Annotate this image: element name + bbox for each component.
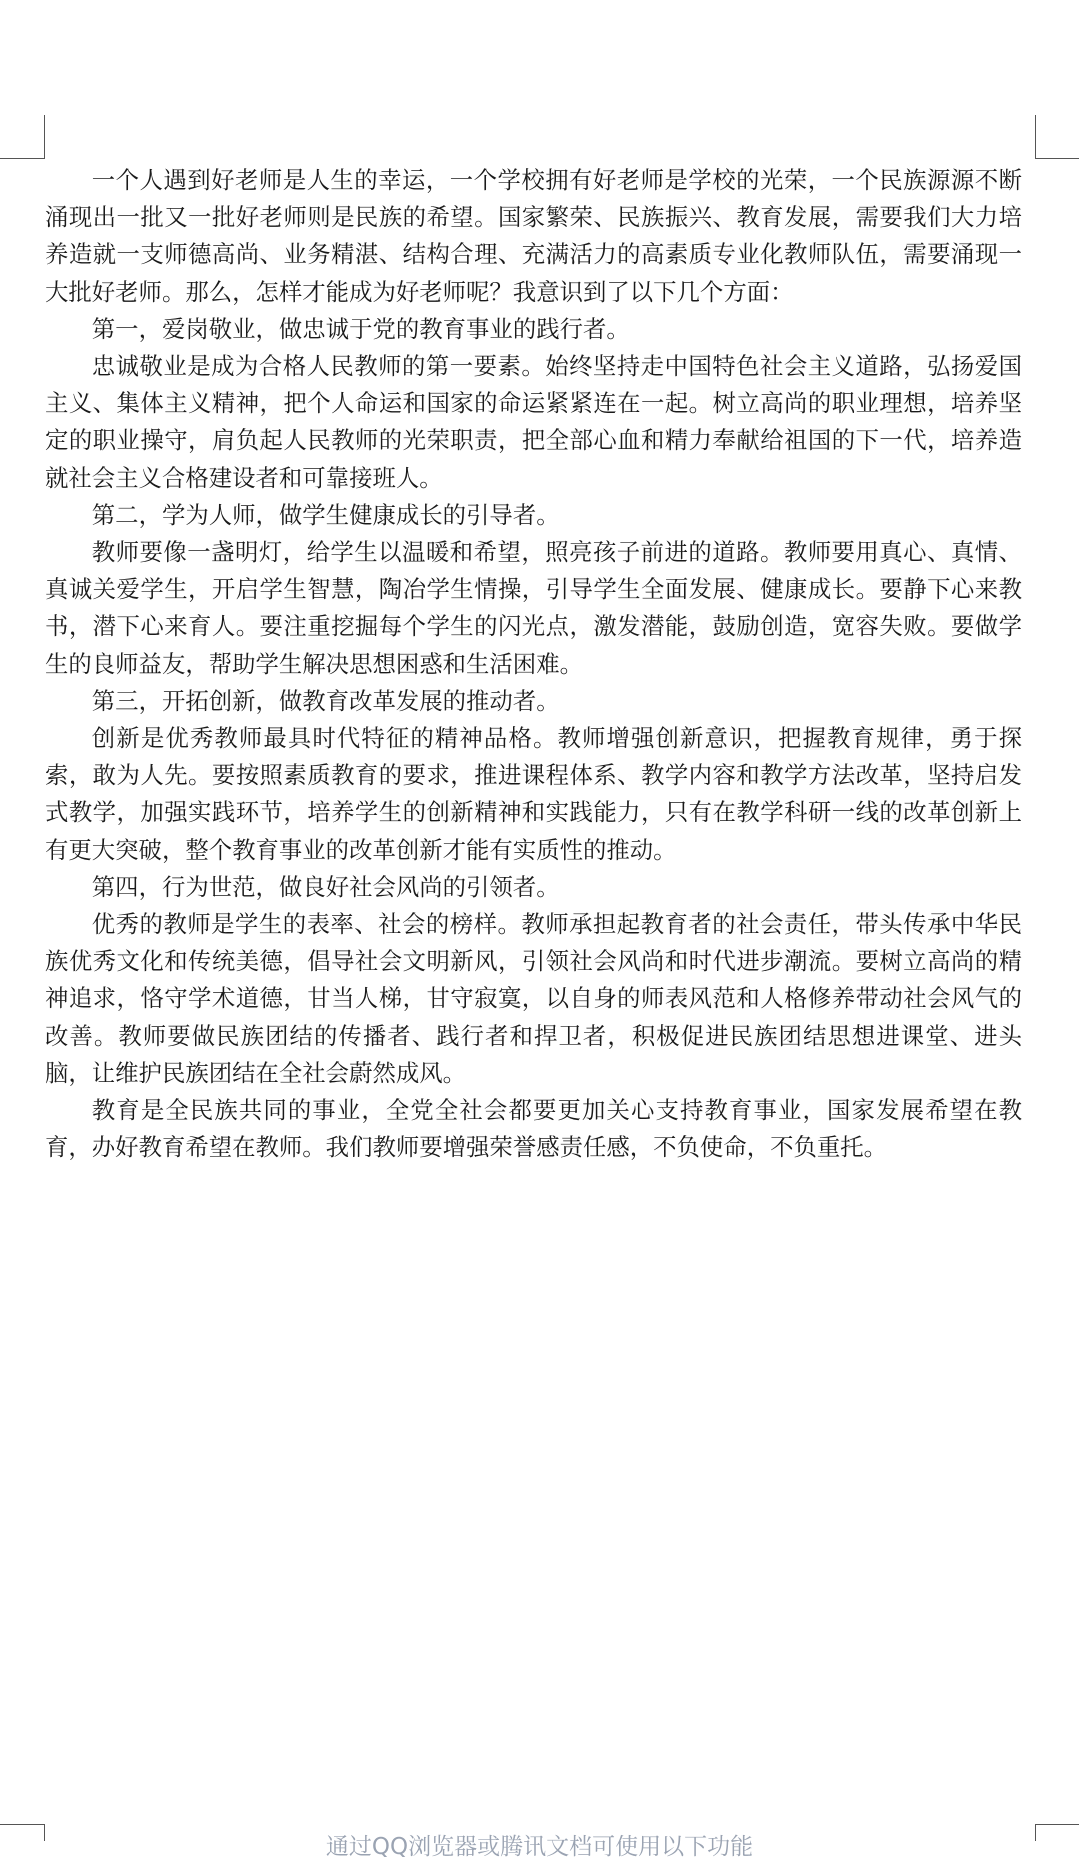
- paragraph-point-4: 优秀的教师是学生的表率、社会的榜样。教师承担起教育者的社会责任，带头传承中华民族优秀文化和传统美德，倡导社会文明新风，引领社会风尚和时代进步潮流。要树立高尚的精神追求，恪守学术道德，甘当人梯，甘守寂寞，以自身的师表风范和人格修养带动社会风气的改善。教师要做民族团结的传播者、践行者和捍卫者，积极促进民族团结思想进课堂、进头脑，让维护民族团结在全社会蔚然成风。: [45, 910, 1022, 1087]
- heading-point-1: 第一，爱岗敬业，做忠诚于党的教育事业的践行者。: [91, 314, 630, 343]
- paragraph-point-2: 教师要像一盏明灯，给学生以温暖和希望，照亮孩子前进的道路。教师要用真心、真情、真诚关爱学生，开启学生智慧，陶冶学生情操，引导学生全面发展、健康成长。要静下心来教书，潜下心来育人。要注重挖掘每个学生的闪光点，激发潜能，鼓励创造，宽容失败。要做学生的良师益友，帮助学生解决思想困惑和生活困难。: [45, 538, 1022, 678]
- crop-mark-top-right: [1035, 115, 1079, 159]
- document-body: [45, 162, 1022, 1166]
- heading-point-4: 第四，行为世范，做良好社会风尚的引领者。: [91, 872, 560, 901]
- heading-point-3: 第三，开拓创新，做教育改革发展的推动者。: [91, 686, 560, 715]
- crop-mark-top-left: [0, 115, 45, 159]
- feature-hint-banner[interactable]: 通过QQ浏览器或腾讯文档可使用以下功能: [325, 1834, 754, 1860]
- paragraph-intro: 一个人遇到好老师是人生的幸运，一个学校拥有好老师是学校的光荣，一个民族源源不断涌现出一批又一批好老师则是民族的希望。国家繁荣、民族振兴、教育发展，需要我们大力培养造就一支师德高尚、业务精湛、结构合理、充满活力的高素质专业化教师队伍，需要涌现一大批好老师。那么，怎样才能成为好老师呢？我意识到了以下几个方面：: [45, 166, 1022, 306]
- paragraph-point-3: 创新是优秀教师最具时代特征的精神品格。教师增强创新意识，把握教育规律，勇于探索，敢为人先。要按照素质教育的要求，推进课程体系、教学内容和教学方法改革，坚持启发式教学，加强实践环节，培养学生的创新精神和实践能力，只有在教学科研一线的改革创新上有更大突破，整个教育事业的改革创新才能有实质性的推动。: [45, 724, 1022, 864]
- paragraph-point-1: 忠诚敬业是成为合格人民教师的第一要素。始终坚持走中国特色社会主义道路，弘扬爱国主义、集体主义精神，把个人命运和国家的命运紧紧连在一起。树立高尚的职业理想，培养坚定的职业操守，肩负起人民教师的光荣职责，把全部心血和精力奉献给祖国的下一代，培养造就社会主义合格建设者和可靠接班人。: [45, 352, 1022, 492]
- heading-point-2: 第二，学为人师，做学生健康成长的引导者。: [91, 500, 560, 529]
- paragraph-conclusion: 教育是全民族共同的事业，全党全社会都要更加关心支持教育事业，国家发展希望在教育，办好教育希望在教师。我们教师要增强荣誉感责任感，不负使命，不负重托。: [45, 1096, 1022, 1162]
